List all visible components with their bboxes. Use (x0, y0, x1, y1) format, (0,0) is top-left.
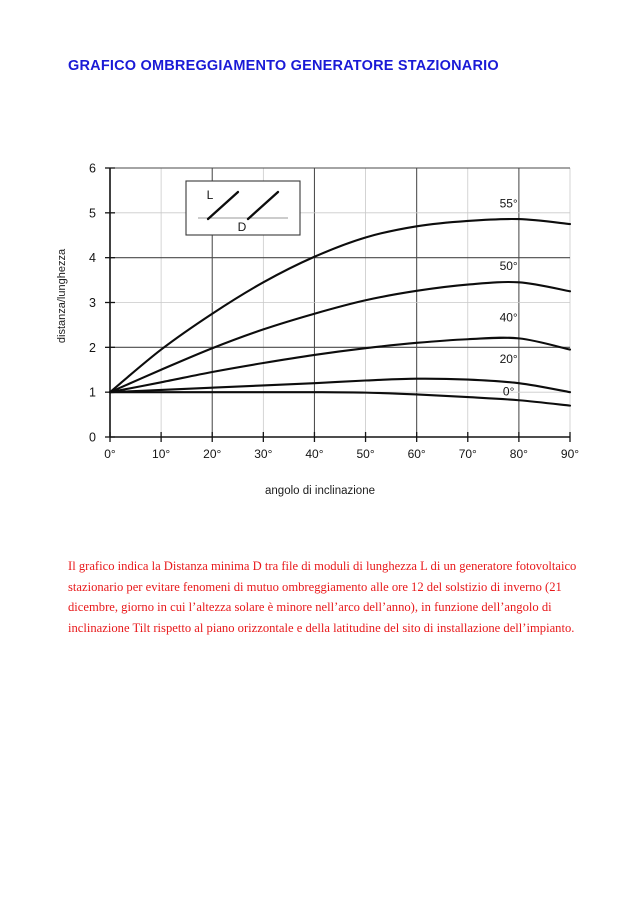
x-tick-label: 20° (203, 447, 222, 461)
series-label: 0° (502, 384, 515, 399)
y-tick-label: 3 (89, 296, 96, 310)
y-tick-label: 0 (89, 430, 96, 445)
x-tick-label: 30° (254, 447, 273, 461)
x-tick-label: 0° (104, 447, 116, 461)
y-tick-label: 6 (89, 161, 96, 176)
figure-caption: Il grafico indica la Distanza minima D tra file di moduli di lunghezza L di un generatore fotovoltaico stazionario per evitare fenomeni di mutuo ombreggiamento alle ore 12 del solstizio di inverno (21 dicembre, giorno in cui l’altezza solare è minore nell’arco dell’anno), in funzione dell’angolo di inclinazione Tilt rispetto al piano orizzontale e della latitudine del sito di installazione dell’impianto. (68, 559, 577, 635)
y-tick-label: 2 (89, 340, 96, 355)
x-axis-title: angolo di inclinazione (265, 485, 375, 497)
x-tick-label: 50° (356, 447, 375, 461)
legend-length-label: L (206, 188, 214, 202)
series-label: 40° (499, 310, 518, 325)
y-tick-label: 5 (89, 206, 96, 221)
chart-legend-box (186, 181, 300, 235)
x-tick-label: 60° (407, 447, 426, 461)
legend-distance-label: D (237, 220, 247, 234)
page-title: GRAFICO OMBREGGIAMENTO GENERATORE STAZIONARIO (68, 58, 499, 74)
series-label: 55° (499, 196, 518, 211)
y-tick-label: 4 (89, 251, 96, 266)
x-tick-label: 70° (458, 447, 477, 461)
curve-latitude-0deg (110, 392, 570, 405)
x-tick-label: 80° (509, 447, 528, 461)
chart-series-labels (500, 196, 518, 398)
x-tick-label: 90° (560, 447, 580, 461)
x-tick-label: 10° (152, 447, 171, 461)
y-axis-title: distanza/lunghezza (56, 248, 68, 344)
series-label: 20° (499, 352, 518, 367)
series-label: 50° (499, 259, 518, 274)
curve-latitude-20deg (110, 379, 570, 392)
y-tick-label: 1 (89, 385, 96, 400)
x-tick-label: 40° (305, 447, 324, 461)
